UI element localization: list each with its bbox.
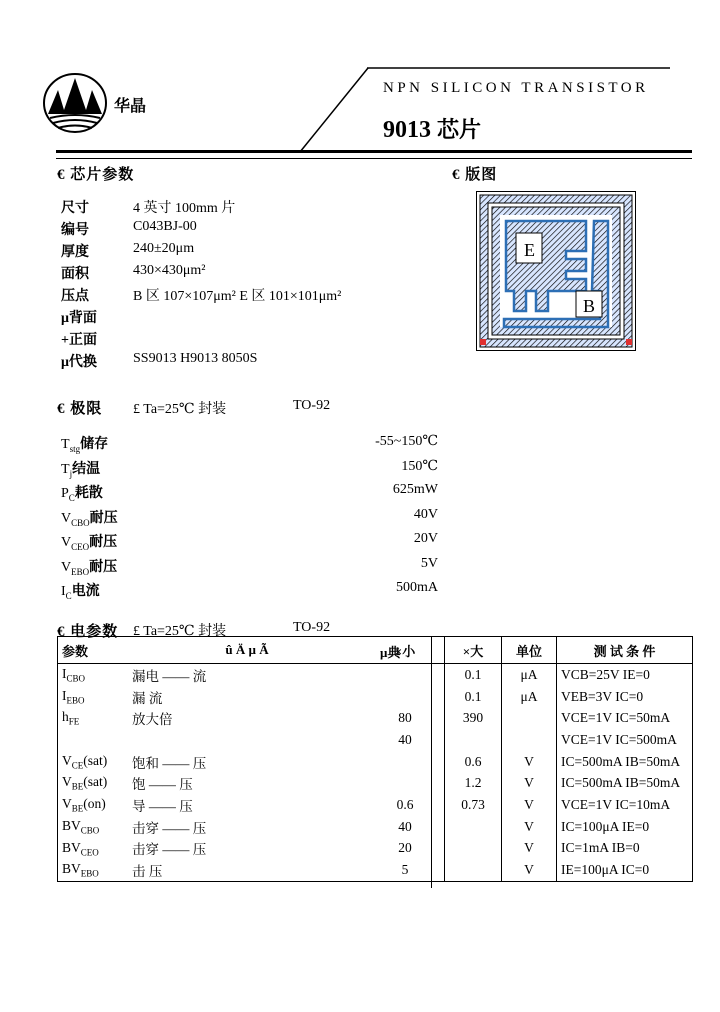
elec-cond: VCE=1V IC=10mA xyxy=(557,794,693,816)
elec-max: 1.2 xyxy=(445,772,502,794)
absmax-value: 625mW xyxy=(392,482,438,497)
chip-row-label: 厚度 xyxy=(61,245,89,260)
absmax-desc: 结温 xyxy=(72,461,101,477)
elec-name: 饱 —— 压 xyxy=(132,777,193,793)
elec-cond: IC=100μA IE=0 xyxy=(557,816,693,838)
absmax-value: -55~150℃ xyxy=(375,434,438,449)
chip-row-label: 面积 xyxy=(61,267,89,282)
elec-row xyxy=(58,838,693,860)
brand-name: 华晶 xyxy=(114,98,147,115)
absmax-desc: 储存 xyxy=(80,437,109,452)
chip-section-title: € 芯片参数 xyxy=(57,167,135,183)
absmax-package: TO-92 xyxy=(293,398,331,413)
elec-name: 漏 流 xyxy=(132,690,163,706)
chip-row-value: 430×430μm² xyxy=(133,263,206,278)
elec-condition: £ Ta=25℃ 封装 xyxy=(133,624,227,639)
die-layout xyxy=(476,191,636,351)
elec-min: 40 xyxy=(398,731,412,747)
elec-symbol: $I_{EBO}$ xyxy=(62,687,85,706)
elec-symbol xyxy=(58,729,129,751)
elec-table xyxy=(57,636,693,882)
absmax-param xyxy=(61,433,108,454)
company-logo xyxy=(42,72,108,134)
elec-unit: V xyxy=(502,859,557,881)
elec-row xyxy=(58,707,693,729)
absmax-symbol: $V_{CBO}$ xyxy=(61,510,90,528)
absmax-symbol: $I_C$ xyxy=(61,584,72,601)
elec-cond: VEB=3V IC=0 xyxy=(557,686,693,708)
elec-symbol: $V_{BE}(sat)$ xyxy=(62,774,108,793)
elec-max xyxy=(445,838,502,860)
absmax-value: 20V xyxy=(413,531,438,546)
chip-row-label: μ代换 xyxy=(61,355,97,370)
absmax-desc: 耐压 xyxy=(89,535,118,550)
elec-symbol: $h_{FE}$ xyxy=(62,709,80,728)
elec-cond: IC=1mA IB=0 xyxy=(557,838,693,860)
elec-max xyxy=(445,859,502,881)
chip-row-label: 压点 xyxy=(61,289,89,304)
elec-unit: V xyxy=(502,794,557,816)
header-param: 参数 xyxy=(58,637,129,664)
elec-min xyxy=(366,686,445,708)
layout-section-title: € 版图 xyxy=(452,167,498,183)
elec-max: 0.6 xyxy=(445,751,502,773)
elec-name: 饱和 —— 压 xyxy=(132,755,207,771)
elec-symbol: $I_{CBO}$ xyxy=(62,666,86,684)
elec-name: 导 —— 压 xyxy=(132,798,193,814)
elec-cond: IE=100μA IC=0 xyxy=(557,859,693,881)
chip-row-value: C043BJ-00 xyxy=(133,219,197,234)
elec-cond: VCE=1V IC=500mA xyxy=(557,729,693,751)
elec-min: 0.6 xyxy=(396,796,414,812)
elec-name: 击穿 —— 压 xyxy=(132,842,207,858)
header-typ: μ典 xyxy=(380,645,401,660)
absmax-section-title: € 极限 xyxy=(57,401,103,417)
layout-label-e: E xyxy=(524,240,535,260)
absmax-desc: 电流 xyxy=(71,584,100,599)
absmax-value: 40V xyxy=(413,506,438,522)
elec-row xyxy=(58,686,693,708)
elec-name: 漏电 —— 流 xyxy=(132,668,207,684)
elec-row xyxy=(58,751,693,773)
chip-row-label: +正面 xyxy=(61,333,97,348)
elec-min xyxy=(366,772,445,794)
absmax-param xyxy=(61,556,117,577)
absmax-symbol: $V_{CEO}$ xyxy=(61,535,90,552)
header-rule-thick xyxy=(56,150,692,153)
elec-min: 20 xyxy=(398,840,412,856)
absmax-symbol: $P_C$ xyxy=(61,486,75,503)
elec-unit: μA xyxy=(502,664,557,686)
elec-min: 5 xyxy=(401,862,409,878)
chip-row-label: μ背面 xyxy=(61,311,97,326)
elec-symbol: $BV_{EBO}$ xyxy=(62,861,99,879)
elec-cond: IC=500mA IB=50mA xyxy=(557,751,693,773)
chip-row-value: 240±20μm xyxy=(133,241,195,256)
elec-table-header xyxy=(58,637,693,664)
absmax-symbol: $T_j$ xyxy=(61,461,73,479)
elec-min: 80 xyxy=(398,710,412,726)
chip-row-value: 4 英寸 100mm 片 xyxy=(133,201,236,216)
elec-unit: V xyxy=(502,816,557,838)
elec-max: 390 xyxy=(445,707,502,729)
absmax-value: 500mA xyxy=(396,580,438,595)
elec-cond: IC=500mA IB=50mA xyxy=(557,772,693,794)
elec-symbol: $V_{CE}(sat)$ xyxy=(62,752,108,771)
part-suffix-text: 芯片 xyxy=(437,117,482,142)
elec-unit xyxy=(502,729,557,751)
layout-label-b: B xyxy=(583,296,596,316)
absmax-param xyxy=(61,482,103,503)
absmax-symbol: $V_{EBO}$ xyxy=(61,559,90,577)
elec-unit xyxy=(502,707,557,729)
absmax-param xyxy=(61,531,117,552)
elec-symbol: $BV_{CBO}$ xyxy=(62,817,100,836)
header-unit: 单位 xyxy=(502,637,557,664)
header-min: ×小 xyxy=(366,637,445,664)
chip-row-label: 编号 xyxy=(61,223,89,238)
elec-unit: V xyxy=(502,838,557,860)
elec-max: 0.1 xyxy=(445,664,502,686)
absmax-param xyxy=(61,580,100,601)
elec-max xyxy=(445,729,502,751)
chip-row-label: 尺寸 xyxy=(61,201,89,216)
elec-row xyxy=(58,794,693,816)
elec-unit: V xyxy=(502,772,557,794)
elec-name: 放大倍 xyxy=(132,712,173,728)
elec-row xyxy=(58,664,693,686)
header-max: ×大 xyxy=(445,637,502,664)
elec-cond: VCB=25V IE=0 xyxy=(557,664,693,686)
absmax-desc: 耗散 xyxy=(74,486,103,501)
part-number xyxy=(383,113,481,144)
elec-symbol: $BV_{CEO}$ xyxy=(62,839,99,858)
elec-symbol: $V_{BE}(on)$ xyxy=(62,796,106,814)
elec-name xyxy=(128,729,366,751)
header-rule-thin xyxy=(56,158,692,159)
header-cond: 测 试 条 件 xyxy=(557,637,693,664)
elec-max xyxy=(445,816,502,838)
elec-row xyxy=(58,859,693,881)
elec-package: TO-92 xyxy=(293,620,331,635)
elec-vline xyxy=(431,636,432,888)
absmax-param xyxy=(61,458,100,479)
elec-min: 40 xyxy=(398,818,412,834)
elec-row xyxy=(58,729,693,751)
absmax-desc: 耐压 xyxy=(89,510,118,526)
elec-max: 0.1 xyxy=(445,686,502,708)
absmax-value: 150℃ xyxy=(401,458,438,474)
chip-row-value: SS9013 H9013 8050S xyxy=(133,351,258,366)
absmax-condition: £ Ta=25℃ 封装 xyxy=(133,402,227,417)
elec-name: 击穿 —— 压 xyxy=(132,820,207,836)
elec-max: 0.73 xyxy=(445,794,502,816)
elec-row xyxy=(58,816,693,838)
part-number-text: 9013 xyxy=(383,117,431,143)
elec-cond: VCE=1V IC=50mA xyxy=(557,707,693,729)
elec-unit: μA xyxy=(502,686,557,708)
absmax-value: 5V xyxy=(420,555,438,571)
elec-unit: V xyxy=(502,751,557,773)
elec-section-title: € 电参数 xyxy=(57,624,119,640)
chip-row-value: B 区 107×107μm² E 区 101×101μm² xyxy=(133,289,342,304)
absmax-symbol: $T_{stg}$ xyxy=(61,437,81,454)
doc-title: NPN SILICON TRANSISTOR xyxy=(383,80,649,96)
elec-name: 击 压 xyxy=(132,864,163,880)
elec-row xyxy=(58,772,693,794)
absmax-param xyxy=(61,507,118,528)
header-name: û Ä µ Ã xyxy=(128,637,366,664)
elec-min xyxy=(366,664,445,686)
elec-min xyxy=(366,751,445,773)
absmax-desc: 耐压 xyxy=(89,559,118,575)
